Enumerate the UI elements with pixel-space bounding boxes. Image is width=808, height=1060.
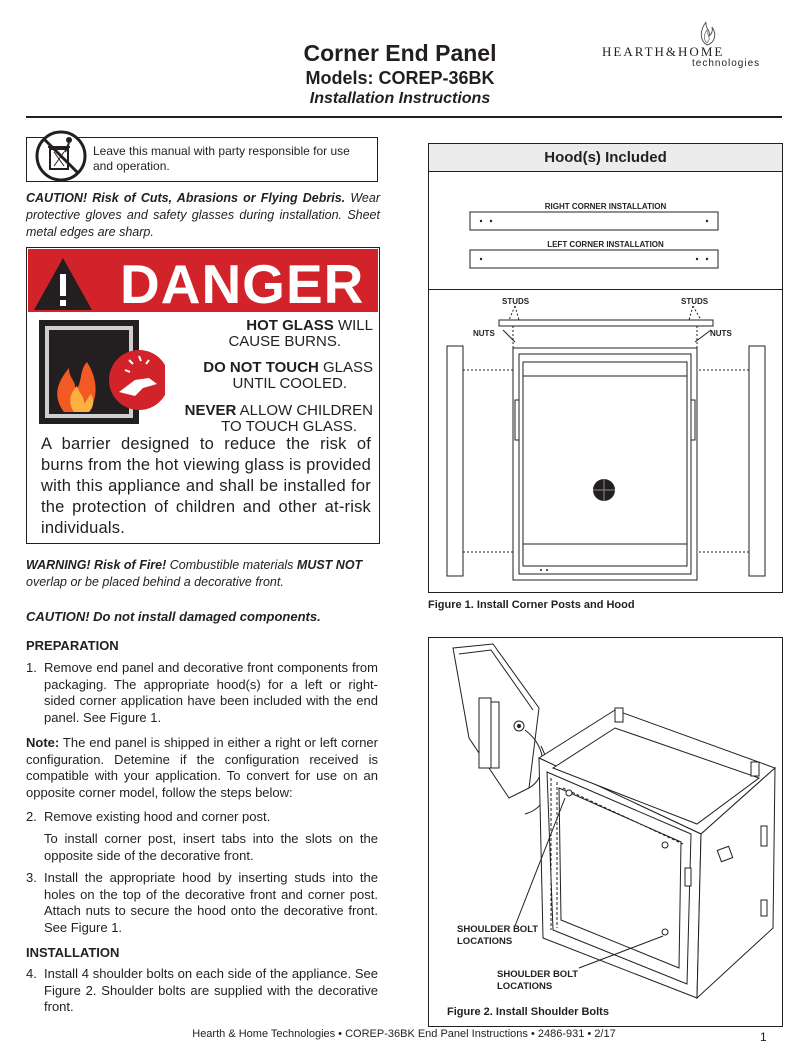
until-cooled-line: UNTIL COOLED. <box>232 375 347 392</box>
step-2-text: Remove existing hood and corner post. <box>44 809 271 824</box>
studs-label-right: STUDS <box>681 297 709 306</box>
step-2-detail-text: To install corner post, insert tabs into the slots on the opposite side of the decorative front. <box>44 831 378 863</box>
caution-damaged: CAUTION! Do not install damaged components. <box>26 609 321 624</box>
step-2-detail <box>26 831 378 864</box>
warning-fire <box>26 557 380 591</box>
shoulder-bolt-label-2: SHOULDER BOLT LOCATIONS <box>497 969 579 992</box>
right-hood-drawing <box>469 211 721 233</box>
note-text: The end panel is shipped in either a right or left corner configuration. Detemine if the configuration received is compatible with your application. To convert for use on an opposite corner model, follow the steps below: <box>26 735 378 800</box>
shoulder-bolt-label-1: SHOULDER BOLT LOCATIONS <box>457 924 539 947</box>
preparation-heading: PREPARATION <box>26 638 119 653</box>
hoods-included-header: Hood(s) Included <box>429 144 782 172</box>
step-4-number: 4. <box>26 966 37 981</box>
touch-glass-line: TO TOUCH GLASS. <box>221 418 357 435</box>
do-not-discard-icon <box>33 128 89 184</box>
logo-main-text: HEARTH&HOME <box>602 44 725 59</box>
page-title: Corner End Panel <box>303 40 497 66</box>
model-number: Models: COREP-36BK <box>305 68 495 88</box>
step-1-text: Remove end panel and decorative front components from packaging. The appropriate hood(s) for a left or right-sided corner application have been included with the end panel. See Figure 1. <box>44 660 378 725</box>
hot-glass-hand-icon <box>39 320 165 438</box>
step-1-number: 1. <box>26 660 37 675</box>
step-3 <box>26 870 378 936</box>
step-4-text: Install 4 shoulder bolts on each side of the appliance. See Figure 2. Shoulder bolts are supplied with the decorative front. <box>44 966 378 1014</box>
caution-cuts <box>26 190 380 241</box>
never-rest: ALLOW CHILDREN <box>236 402 373 419</box>
figure-1 <box>428 143 783 593</box>
warning-fire-text1: Combustible materials <box>166 558 297 572</box>
installation-heading: INSTALLATION <box>26 945 120 960</box>
danger-word: DANGER <box>120 253 365 315</box>
figure-1-caption: Figure 1. Install Corner Posts and Hood <box>428 599 635 611</box>
logo-sub-text: technologies <box>692 58 761 69</box>
note-label: Note: <box>26 735 60 750</box>
leave-manual-text: Leave this manual with party responsible for use and operation. <box>93 144 350 173</box>
warning-fire-title: WARNING! Risk of Fire! <box>26 558 167 572</box>
danger-banner <box>28 249 378 315</box>
danger-label <box>26 247 380 544</box>
do-not-touch-line <box>203 360 373 376</box>
never-bold: NEVER <box>184 402 237 419</box>
caution-cuts-text: Wear protective gloves and safety glasses during installation. Sheet metal edges are sharp. <box>26 191 380 239</box>
note-paragraph <box>26 735 378 801</box>
step-3-number: 3. <box>26 870 37 885</box>
step-3-text: Install the appropriate hood by inserting studs into the holes on the top of the decorative front and corner post. Attach nuts to secure the hood onto the decorative front. See Figure 1. <box>44 870 378 935</box>
barrier-text: A barrier designed to reduce the risk of burns from the hot viewing glass is provided with this appliance and shall be installed for the protection of children and other at-risk individuals. <box>41 435 371 537</box>
figure-2 <box>428 637 783 1027</box>
flame-icon <box>696 18 718 46</box>
nuts-label-left: NUTS <box>473 329 495 338</box>
never-allow-line <box>185 403 373 419</box>
do-not-touch-bold: DO NOT TOUCH <box>203 359 319 376</box>
warning-fire-must-not: MUST NOT <box>296 558 363 572</box>
left-corner-label: LEFT CORNER INSTALLATION <box>547 240 664 249</box>
hot-glass-line <box>246 318 373 334</box>
do-not-touch-rest: GLASS <box>318 359 373 376</box>
left-hood-drawing <box>469 249 721 271</box>
warning-triangle-icon <box>32 256 94 312</box>
footer: Hearth & Home Technologies • COREP-36BK End Panel Instructions • 2486-931 • 2/17 <box>192 1028 616 1040</box>
studs-label-left: STUDS <box>502 297 530 306</box>
step-2-number: 2. <box>26 809 37 824</box>
leave-manual-notice <box>26 137 378 182</box>
decorative-front-drawing <box>429 290 782 590</box>
step-1 <box>26 660 378 726</box>
caution-cuts-title: CAUTION! Risk of Cuts, Abrasions or Flying Debris. <box>26 191 346 205</box>
nuts-label-right: NUTS <box>710 329 732 338</box>
hot-glass-bold: HOT GLASS <box>246 317 334 334</box>
warning-fire-text2: overlap or be placed behind a decorative front. <box>26 575 284 589</box>
step-4 <box>26 966 378 1016</box>
fireplace-shoulder-bolt-drawing <box>429 638 782 1004</box>
figure-2-caption: Figure 2. Install Shoulder Bolts <box>447 1006 609 1018</box>
header-rule <box>26 116 782 118</box>
subtitle: Installation Instructions <box>309 90 491 107</box>
step-2 <box>26 809 378 826</box>
page-number: 1 <box>760 1030 767 1044</box>
hearth-home-logo <box>600 40 780 80</box>
right-corner-label: RIGHT CORNER INSTALLATION <box>544 202 667 211</box>
hot-glass-rest: WILL <box>333 317 373 334</box>
cause-burns-line: CAUSE BURNS. <box>228 333 341 350</box>
